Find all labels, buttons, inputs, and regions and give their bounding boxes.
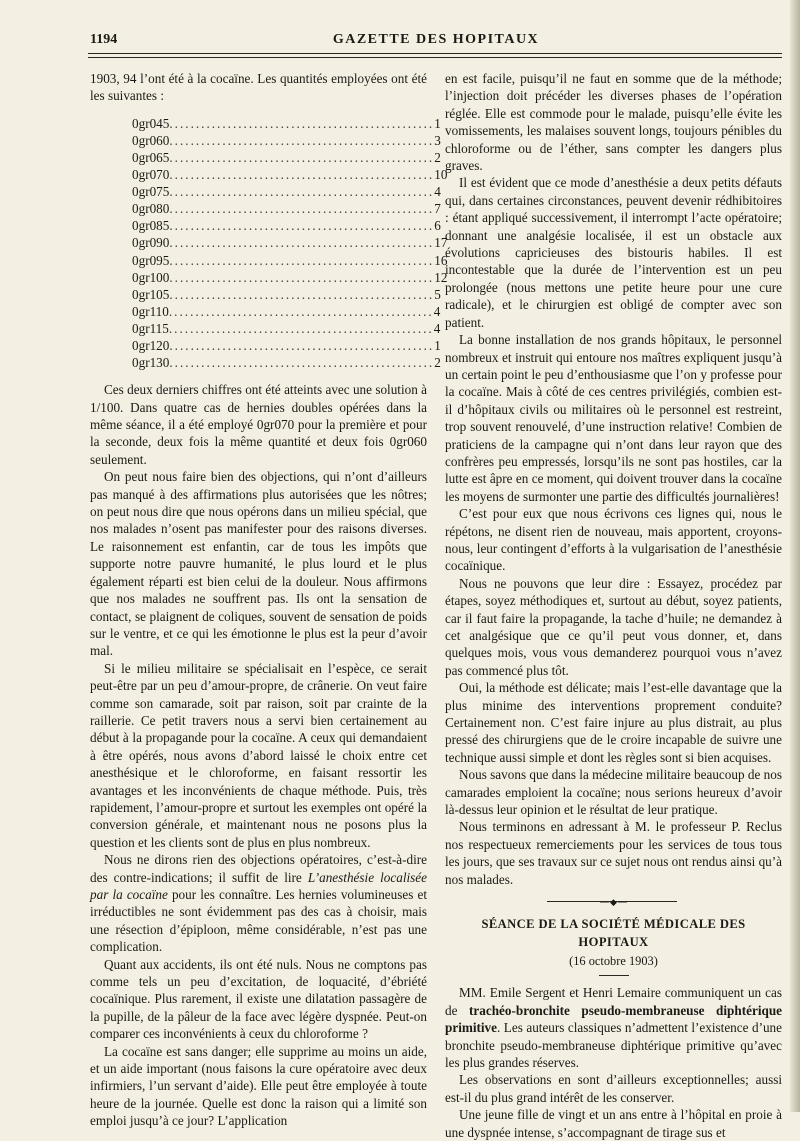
dose-label: 0gr130	[132, 355, 170, 371]
page-number: 1194	[90, 32, 118, 47]
header-rule-thin	[88, 57, 782, 58]
body-paragraph: Les observations en sont d’ailleurs exceptionnelles; aussi est-il du plus grand intérêt de les conserver.	[445, 1072, 782, 1105]
running-title: GAZETTE DES HOPITAUX	[332, 32, 540, 47]
body-paragraph: Une jeune fille de vingt et un ans entre à l’hôpital en proie à une dyspnée intense, s’accompagnant de tirage sus et	[445, 1107, 782, 1140]
dosage-row	[132, 337, 441, 354]
case-count: 6	[434, 218, 441, 234]
dot-leader: ..................................................	[169, 218, 435, 234]
case-count: 4	[433, 320, 441, 336]
body-paragraph: Oui, la méthode est délicate; mais l’est-elle davantage que la plus minime des interventions proprement conduite? Certainement non. C’est faire injure au plus distrait, au plus pressé des chirurgiens que de le croire incapable de suivre une technique aussi simple et dont les règles sont si bien acquises.	[445, 680, 782, 765]
cited-work-title: L’anesthésie localisée par la cocaïne	[90, 869, 427, 902]
dose-label: 0gr110	[132, 303, 169, 319]
section-title: SÉANCE DE LA SOCIÉTÉ MÉDICALE DES HOPITAUX	[481, 917, 746, 949]
dosage-row	[132, 149, 441, 166]
header-rule	[88, 53, 782, 54]
body-paragraph: en est facile, puisqu’il ne faut en somme que de la méthode; l’injection doit précéder les diverses phases de l’opération réglée. Elle est commode pour le malade, puisqu’elle évite les vomissements, les malaises souvent longs, toujours pénibles du chloroforme ou de l’éther, sans compter les dangers plus graves.	[445, 71, 782, 174]
dose-label: 0gr070	[132, 167, 170, 183]
case-count: 4	[434, 184, 441, 200]
dose-label: 0gr060	[132, 132, 170, 148]
dot-leader: ..................................................	[169, 184, 435, 200]
dose-label: 0gr045	[132, 115, 170, 131]
text-run: Nous ne dirons rien des objections opératoires, c’est-à-dire des contre-indications; il suffit de lire	[90, 852, 427, 885]
right-column	[445, 70, 782, 1141]
dot-leader: ..................................................	[169, 286, 435, 302]
text-run: pour les connaître. Les hernies volumineuses et irréductibles ne sont évidemment pas des cas à choisir, mais une résection d’épiploon, même considérable, n’est pas une complication.	[90, 887, 427, 955]
dot-leader: ..................................................	[169, 201, 435, 217]
case-count: 12	[434, 269, 448, 285]
case-count: 10	[434, 167, 448, 183]
dosage-row	[132, 303, 441, 320]
dosage-row	[132, 234, 448, 251]
section-rule	[599, 975, 629, 976]
dot-leader: ..................................................	[169, 150, 435, 165]
dose-label: 0gr075	[132, 184, 170, 200]
case-count: 17	[434, 235, 448, 251]
section-date: (16 octobre 1903)	[569, 953, 658, 968]
dose-label: 0gr105	[132, 286, 170, 302]
left-column	[90, 70, 448, 1130]
dosage-row	[132, 269, 448, 286]
body-paragraph: Si le milieu militaire se spécialisait en l’espèce, ce serait peut-être par un peu d’amour-propre, de crânerie. On veut faire comme son camarade, soit par raison, soit par crainte de la raillerie. Ce petit travers nous a servi bien certainement au début à la propagande pour la cocaïne. A ceux qui demandaient à être opérés, nous avons d’abord laissé le choix entre cet anesthésique et le chloroforme, en faisant ressortir les avantages et les inconvénients de chaque méthode. Puis, très rapidement, l’amour-propre et surtout les exemples ont opéré la conversion générale, et maintenant nous ne posons plus la question et les clients sont de plus en plus nombreux.	[90, 660, 427, 850]
case-count: 2	[434, 150, 441, 165]
dosage-table	[132, 115, 448, 371]
body-paragraph	[445, 984, 782, 1071]
dose-label: 0gr080	[132, 201, 170, 217]
body-paragraph: Nous terminons en adressant à M. le professeur P. Reclus nos respectueux remerciements pour les services de tous tous les jours, que ses travaux sur ce sujet nous ont rendus ainsi qu’à nos malades.	[445, 819, 782, 887]
dot-leader: ..................................................	[169, 132, 435, 148]
case-count: 5	[434, 286, 441, 302]
case-count: 2	[434, 355, 441, 371]
dose-label: 0gr115	[132, 320, 169, 336]
body-paragraph: La bonne installation de nos grands hôpitaux, le personnel nombreux et instruit qui entoure nos maîtres expliquent jusqu’à un certain point le peu d’enthousiasme que l’on y professe pour la cocaïne. Mais à côté de ces centres privilégiés, combien est-il d’hôpitaux civils ou militaires où le personnel est restreint, trop souvent renouvelé, d’une instruction relative! Combien de praticiens de la campagne qui n’ont dans leur rayon que des confrères peu empressés, lorsqu’ils ne sont pas hostiles, car la lutte est âpre en ce moment, qui doivent trouver dans la cocaïne les moyens de surmonter une partie des difficultés journalières!	[445, 332, 782, 504]
case-count: 16	[434, 252, 448, 268]
dosage-row	[132, 354, 441, 371]
dosage-row	[132, 217, 441, 234]
dot-leader: ..................................................	[169, 338, 435, 354]
dot-leader: ..................................................	[169, 167, 435, 183]
dosage-row	[132, 252, 448, 269]
body-paragraph: Ces deux derniers chiffres ont été atteints avec une solution à 1/100. Dans quatre cas de hernies doubles opérées dans la même séance, il a été employé 0gr070 pour la première et pour la seconde, deux fois la même quantité et deux fois 0gr060 seulement.	[90, 382, 427, 467]
dot-leader: ..................................................	[168, 320, 434, 336]
dosage-row	[132, 132, 441, 149]
body-paragraph: Nous ne pouvons que leur dire : Essayez, procédez par étapes, soyez méthodiques et, surtout au début, soyez patients, car il faut faire la propagande, la tache d’huile; ne demandez à cet analgésique que ce qu’il peut vous donner, et, dans quelques mois, vous vous demanderez pourquoi vous n’avez pas commencé plus tôt.	[445, 575, 782, 678]
page-header	[90, 32, 782, 52]
section-separator	[445, 894, 782, 908]
dot-leader: ..................................................	[169, 235, 435, 251]
body-paragraph: On peut nous faire bien des objections, qui n’ont d’ailleurs pas manqué à des affirmations plus autorisées que les nôtres; on peut nous dire que nous opérons dans un milieu spécial, que nos malades n’osent pas manifester pour des raisons diverses. Le raisonnement est enfantin, car de tous les impôts que supporte notre pauvre humanité, le plus lourd et le plus également réparti est bien celui de la douleur. Nous affirmons que nos malades ne souffrent pas. Ils ont la sensation de contact, se plaignent de coliques, souvent de sensation de poids sur le ventre, et ce qui les émotionne le plus est la peur d’avoir mal.	[90, 469, 427, 659]
intro-paragraph: 1903, 94 l’ont été à la cocaïne. Les quantités employées ont été les suivantes :	[90, 71, 427, 104]
body-paragraph: La cocaïne est sans danger; elle supprime au moins un aide, et un aide important (nous faisons la cure opératoire avec deux infirmiers, l’un servant d’aide). Elle peut être employée à toute heure de la journée. Quelle est donc la raison qui a limité son emploi jusqu’à ce jour? L’application	[90, 1043, 427, 1129]
case-count: 7	[434, 201, 441, 217]
dosage-row	[132, 166, 448, 183]
text-run: . Les auteurs classiques n’admettent l’existence d’une bronchite pseudo-membraneuse diphtérique primitive qu’avec les plus grandes réserves.	[445, 1020, 782, 1070]
dose-label: 0gr085	[132, 218, 170, 234]
dot-leader: ..................................................	[169, 252, 435, 268]
dot-leader: ..................................................	[169, 355, 435, 371]
dosage-row	[132, 200, 441, 217]
body-paragraph: Il est évident que ce mode d’anesthésie a deux petits défauts qui, dans certaines circonstances, peuvent devenir rédhibitoires : étant appliqué successivement, il interrompt l’acte opératoire; donnant une analgésie localisée, il est un obstacle aux évolutions capricieuses des bistouris habiles. Il est incontestable que la durée de l’intervention est un peu prolongée (nous mettons une petite heure pour une cure radicale), et le chirurgien est obligé de compter avec son patient.	[445, 175, 782, 330]
dosage-row	[132, 286, 441, 303]
case-title: trachéo-bronchite pseudo-membraneuse diphtérique primitive	[445, 1002, 783, 1036]
case-count: 4	[433, 303, 441, 319]
dot-leader: ..................................................	[169, 269, 435, 285]
page-edge-shadow	[790, 0, 800, 1112]
body-paragraph: Nous savons que dans la médecine militaire beaucoup de nos camarades emploient la cocaïne; nous serions heureux d’avoir là-dessus leur opinion et le résultat de leur pratique.	[445, 767, 782, 818]
dosage-row	[132, 115, 441, 132]
dot-leader: ..................................................	[168, 303, 434, 319]
case-count: 1	[434, 338, 441, 354]
dose-label: 0gr090	[132, 235, 170, 251]
text-run: MM. Emile Sergent et Henri Lemaire communiquent un cas de	[445, 985, 782, 1018]
body-paragraph: C’est pour eux que nous écrivons ces lignes qui, nous le répétons, ne disent rien de nouveau, mais apportent, croyons-nous, leur contingent d’efforts à la vulgarisation de l’anesthésie cocaïnique.	[445, 506, 782, 574]
dosage-row	[132, 320, 441, 337]
dot-leader: ..................................................	[169, 115, 435, 131]
body-paragraph: Quant aux accidents, ils ont été nuls. Nous ne comptons pas comme tels un peu d’excitation, de loquacité, d’ébriété cocaïnique. Plus rarement, il existe une dilatation passagère de la pupille, de la pâleur de la face avec légère dyspnée. Peut-on comparer ces inconvénients à ceux du chloroforme ?	[90, 956, 427, 1042]
dose-label: 0gr095	[132, 252, 170, 268]
case-count: 3	[434, 132, 441, 148]
dosage-row	[132, 183, 441, 200]
case-count: 1	[434, 115, 441, 131]
dose-label: 0gr120	[132, 338, 170, 354]
dose-label: 0gr065	[132, 150, 170, 165]
dose-label: 0gr100	[132, 269, 170, 285]
separator-ornament: —◆—	[600, 897, 628, 908]
body-paragraph	[90, 851, 427, 955]
